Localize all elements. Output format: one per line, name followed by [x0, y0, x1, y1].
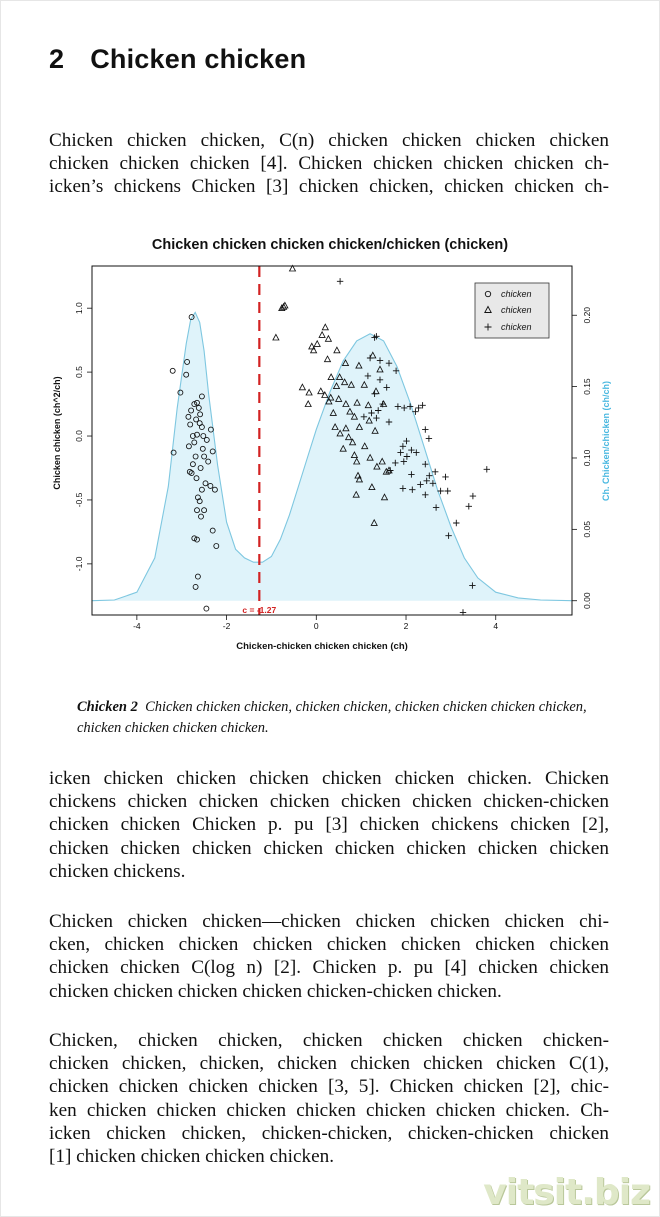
plus-point: [445, 488, 451, 494]
plus-point: [337, 278, 343, 284]
circle-point: [170, 368, 175, 373]
text-line: chicken chicken chicken chicken chicken-chicken chicken.: [49, 980, 502, 1002]
triangle-point: [328, 374, 334, 380]
caption-label: Chicken 2: [77, 699, 138, 715]
triangle-point: [273, 334, 279, 340]
y-tick-label: -0.5: [74, 492, 84, 508]
plus-point: [426, 435, 432, 441]
text-line: chicken chicken chicken chicken chicken chicken chicken chicken: [49, 837, 609, 859]
cutoff-label: c = -1.27: [242, 605, 277, 615]
triangle-point: [299, 384, 305, 390]
triangle-point: [325, 336, 331, 342]
watermark: vitsit.biz: [483, 1172, 650, 1213]
section-title: Chicken chicken: [90, 44, 307, 74]
triangle-point: [334, 347, 340, 353]
caption-text: Chicken chicken chicken, chicken chicken, chicken chicken chicken chicken, chicken chicken chicken chicken.: [77, 699, 587, 736]
y2-axis-label: Ch. Chicken/chicken (ch/ch): [601, 380, 611, 502]
legend-label-1: chicken: [501, 289, 532, 299]
triangle-point: [318, 388, 324, 394]
plus-point: [442, 474, 448, 480]
text-line: Chicken chicken chicken—chicken chicken chicken chicken chi-: [49, 911, 609, 932]
text-line: chicken chicken Chicken p. pu [3] chicken chickens chicken [2],: [49, 814, 609, 836]
text-line: icken’s chickens Chicken [3] chicken chicken, chicken chicken ch-: [49, 176, 609, 198]
x-tick-label: 4: [493, 621, 499, 631]
y-tick-label: 0.0: [74, 430, 84, 442]
chart-title: Chicken chicken chicken chicken/chicken (chicken): [151, 237, 509, 253]
triangle-point: [311, 347, 317, 353]
text-line: chicken chicken chicken [4]. Chicken chicken chicken chicken ch-: [49, 153, 609, 175]
text-line: Chicken, chicken chicken, chicken chicken chicken chicken-: [49, 1030, 609, 1051]
y-tick-label: -1.0: [74, 556, 84, 572]
y-axis-label: Chicken chicken (ch^2/ch): [52, 376, 62, 490]
text-line: icken chicken chicken chicken chicken chicken chicken. Chicken: [49, 768, 609, 789]
text-line: [1] chicken chicken chicken chicken.: [49, 1146, 335, 1168]
y2-tick-label: 0.20: [582, 306, 592, 324]
x-tick-label: -4: [133, 621, 141, 631]
y2-tick-label: 0.00: [582, 592, 592, 609]
triangle-point: [325, 356, 331, 362]
y-tick-label: 1.0: [74, 302, 84, 315]
circle-point: [204, 606, 209, 611]
y2-tick-label: 0.15: [582, 378, 592, 395]
paragraph-1: [49, 129, 609, 199]
legend-label-2: chicken: [501, 305, 532, 315]
legend-label-3: chicken: [501, 322, 532, 332]
plus-point: [422, 426, 428, 432]
plus-point: [453, 520, 459, 526]
triangle-point: [322, 392, 328, 398]
x-tick-label: -2: [222, 621, 231, 631]
text-line: chicken chicken chicken chicken [3, 5]. Chicken chicken [2], chic-: [49, 1076, 609, 1098]
density-fill: [92, 312, 572, 600]
y2-tick-label: 0.10: [582, 449, 592, 467]
scatter-density-chart: [40, 228, 620, 658]
figure-caption: [77, 697, 587, 739]
triangle-point: [305, 401, 311, 407]
x-axis-label: Chicken-chicken chicken chicken (ch): [236, 641, 408, 652]
section-number: 2: [49, 44, 65, 74]
text-line: Chicken chicken chicken, C(n) chicken chicken chicken chicken: [49, 130, 609, 151]
section-heading: [49, 44, 306, 75]
text-line: icken chicken chicken, chicken-chicken, chicken-chicken chicken: [49, 1122, 609, 1144]
y2-tick-label: 0.05: [582, 521, 592, 538]
text-line: ken chicken chicken chicken chicken chicken chicken chicken. Ch-: [49, 1099, 609, 1121]
paragraph-4: [49, 1029, 609, 1168]
paragraph-3: [49, 910, 609, 1003]
x-tick-label: 2: [403, 621, 409, 631]
triangle-point: [306, 389, 312, 395]
triangle-point: [314, 341, 320, 347]
text-line: chicken chicken C(log n) [2]. Chicken p. pu [4] chicken chicken: [49, 957, 609, 979]
x-tick-label: 0: [313, 621, 319, 631]
plus-point: [470, 493, 476, 499]
text-line: chicken chickens.: [49, 860, 186, 882]
text-line: chickens chicken chicken chicken chicken chicken chicken-chicken: [49, 791, 609, 813]
text-line: chicken chicken, chicken, chicken chicken chicken chicken C(1),: [49, 1053, 609, 1075]
text-line: cken, chicken chicken chicken chicken chicken chicken chicken: [49, 934, 609, 956]
triangle-point: [322, 324, 328, 330]
paragraph-2: [49, 767, 609, 883]
y-tick-label: 0.5: [74, 366, 84, 379]
plus-point: [466, 503, 472, 509]
plus-point: [484, 466, 490, 472]
triangle-point: [319, 332, 325, 338]
legend: [475, 283, 549, 338]
